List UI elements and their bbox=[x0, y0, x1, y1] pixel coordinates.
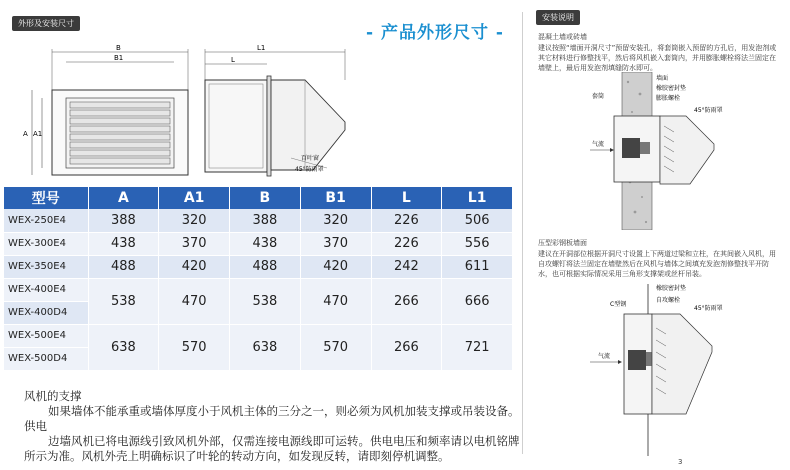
install-text-concrete: 建议按照“墙面开洞尺寸”预留安装孔，将套筒嵌入预留的方孔后，用发泡剂或其它材料进行修整找平，然后将风机嵌入套筒内，并用膨胀螺栓将法兰固定在墙壁上，最后用发泡剂填缝防水即可。 bbox=[538, 44, 777, 72]
table-row bbox=[4, 232, 513, 255]
d1-label-sleeve: 套筒 bbox=[592, 93, 605, 100]
value-cell: 438 bbox=[230, 232, 301, 255]
install-diagram-steel bbox=[590, 284, 760, 456]
model-cell: WEX-350E4 bbox=[4, 255, 88, 278]
page-number: 3 bbox=[678, 458, 683, 466]
d1-label-gasket: 橡胶密封垫 bbox=[656, 85, 687, 92]
value-cell: 226 bbox=[371, 232, 442, 255]
value-cell: 538 bbox=[230, 278, 301, 324]
value-cell: 556 bbox=[442, 232, 513, 255]
model-cell: WEX-500E4 bbox=[4, 324, 88, 347]
side-note-rainhood: 45°防雨罩 bbox=[295, 166, 324, 173]
value-cell: 320 bbox=[159, 209, 230, 232]
note-text-power: 边墙风机已将电源线引致风机外部，仅需连接电源线即可运转。供电电压和频率请以电机铭牌 bbox=[48, 434, 520, 448]
value-cell: 721 bbox=[442, 324, 513, 370]
value-cell: 242 bbox=[371, 255, 442, 278]
section-tag-dimensions: 外形及安装尺寸 bbox=[12, 16, 80, 31]
d1-label-wall: 墙面 bbox=[656, 75, 669, 82]
install-diagram-concrete bbox=[590, 72, 760, 230]
value-cell: 506 bbox=[442, 209, 513, 232]
d2-label-screw: 自攻螺栓 bbox=[656, 297, 681, 304]
d1-label-bolt: 膨胀螺栓 bbox=[656, 95, 681, 102]
value-cell: 666 bbox=[442, 278, 513, 324]
section-tag-installation: 安装说明 bbox=[536, 10, 580, 25]
value-cell: 470 bbox=[300, 278, 371, 324]
model-cell: WEX-250E4 bbox=[4, 209, 88, 232]
d1-label-airflow: 气流 bbox=[592, 141, 605, 148]
value-cell: 538 bbox=[88, 278, 159, 324]
value-cell: 638 bbox=[230, 324, 301, 370]
value-cell: 370 bbox=[300, 232, 371, 255]
table-header-row bbox=[4, 187, 513, 209]
value-cell: 570 bbox=[300, 324, 371, 370]
page-title: - 产品外形尺寸 - bbox=[366, 23, 504, 43]
dim-b1-label: B1 bbox=[114, 54, 124, 62]
dimension-table bbox=[4, 187, 513, 371]
value-cell: 488 bbox=[88, 255, 159, 278]
value-cell: 370 bbox=[159, 232, 230, 255]
d2-label-rainhood: 45°防雨罩 bbox=[694, 305, 723, 312]
table-row bbox=[4, 278, 513, 301]
value-cell: 438 bbox=[88, 232, 159, 255]
table-row bbox=[4, 209, 513, 232]
d2-label-airflow: 气流 bbox=[598, 353, 611, 360]
value-cell: 470 bbox=[159, 278, 230, 324]
header-a: A bbox=[88, 187, 159, 209]
model-cell: WEX-400E4 bbox=[4, 278, 88, 301]
side-view-diagram bbox=[195, 40, 355, 180]
note-text-support: 如果墙体不能承重或墙体厚度小于风机主体的三分之一，则必须为风机加装支撑或吊装设备。 bbox=[48, 404, 520, 418]
value-cell: 420 bbox=[300, 255, 371, 278]
header-a1: A1 bbox=[159, 187, 230, 209]
table-row bbox=[4, 324, 513, 347]
install-text-steel: 建议在开洞部位根据开洞尺寸设置上下两道过梁和立柱，在其间嵌入风机，用自攻螺钉将法兰固定在墙壁然后在风机与墙体之间填充发泡剂修整找平开防水，也可根据实际情况采用三角形支撑架或丝杆吊装。 bbox=[538, 250, 776, 278]
note-heading-power: 供电 bbox=[24, 419, 47, 433]
dim-a-label: A bbox=[23, 130, 28, 138]
value-cell: 638 bbox=[88, 324, 159, 370]
value-cell: 420 bbox=[159, 255, 230, 278]
model-cell: WEX-400D4 bbox=[4, 301, 88, 324]
install-heading-steel: 压型彩钢板墙面 bbox=[538, 239, 587, 247]
side-note-louver: 百叶窗 bbox=[301, 155, 320, 162]
model-cell: WEX-300E4 bbox=[4, 232, 88, 255]
d2-label-gasket: 橡胶密封垫 bbox=[656, 285, 687, 292]
d2-label-c-steel: C型钢 bbox=[610, 301, 627, 308]
dim-b-label: B bbox=[116, 44, 121, 52]
dim-a1-label: A1 bbox=[33, 130, 43, 138]
note-text-power-cont: 所示为准。风机外壳上明确标识了叶轮的转动方向，如发现反转，请即刻停机调整。 bbox=[24, 449, 450, 463]
note-heading-support: 风机的支撑 bbox=[24, 389, 82, 403]
value-cell: 388 bbox=[88, 209, 159, 232]
value-cell: 266 bbox=[371, 324, 442, 370]
value-cell: 488 bbox=[230, 255, 301, 278]
value-cell: 611 bbox=[442, 255, 513, 278]
value-cell: 570 bbox=[159, 324, 230, 370]
value-cell: 388 bbox=[230, 209, 301, 232]
value-cell: 320 bbox=[300, 209, 371, 232]
header-model: 型号 bbox=[4, 187, 88, 209]
header-l: L bbox=[371, 187, 442, 209]
model-cell: WEX-500D4 bbox=[4, 347, 88, 370]
column-divider bbox=[522, 12, 523, 454]
header-b: B bbox=[230, 187, 301, 209]
table-row bbox=[4, 255, 513, 278]
header-l1: L1 bbox=[442, 187, 513, 209]
dim-l1-label: L1 bbox=[257, 44, 266, 52]
d1-label-rainhood: 45°防雨罩 bbox=[694, 107, 723, 114]
install-heading-concrete: 混凝土墙或砖墙 bbox=[538, 33, 587, 41]
header-b1: B1 bbox=[300, 187, 371, 209]
value-cell: 266 bbox=[371, 278, 442, 324]
front-view-diagram bbox=[20, 40, 190, 180]
value-cell: 226 bbox=[371, 209, 442, 232]
dim-l-label: L bbox=[231, 56, 235, 64]
